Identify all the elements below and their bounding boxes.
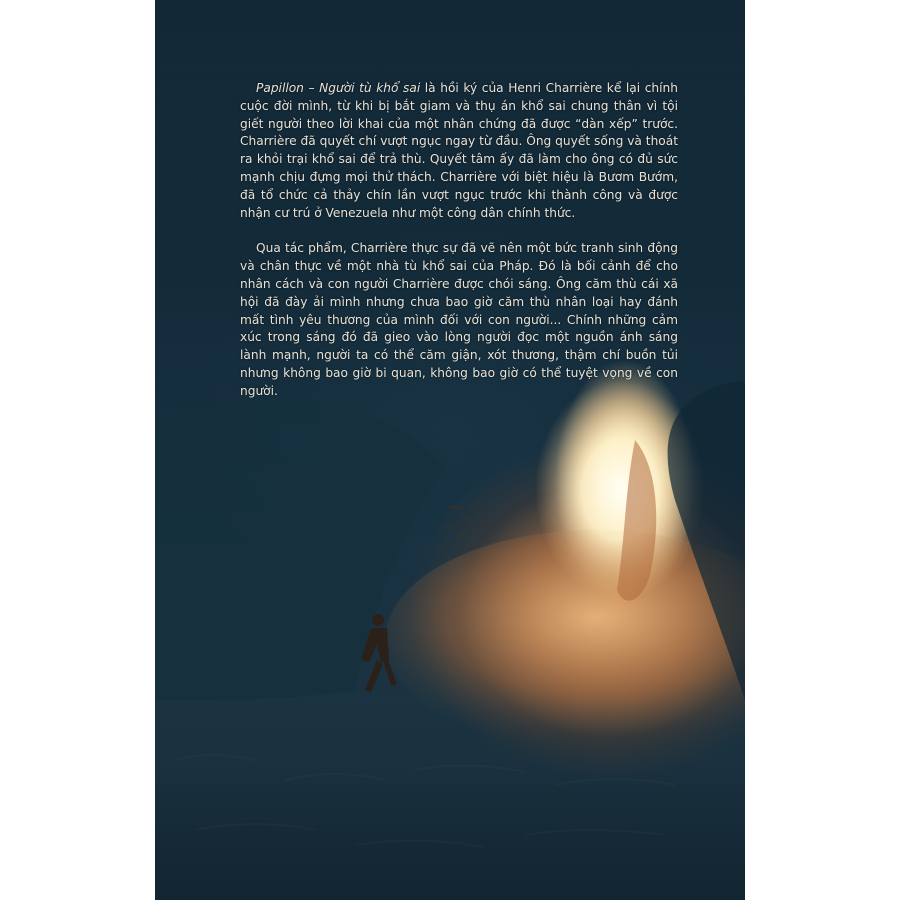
blurb-paragraph-2: Qua tác phẩm, Charrière thực sự đã vẽ nên một bức tranh sinh động và chân thực về một nhà tù khổ sai của Pháp. Đó là bối cảnh để cho nhân cách và con người Charrière được chói sáng. Ông căm thù cái xã hội đã đày ải mình nhưng chưa bao giờ căm thù nhân loại hay đánh mất tình yêu thương của mình đối với con người... Chính những cảm xúc trong sáng đó đã gieo vào lòng người đọc một nguồn ánh sáng lành mạnh, người ta có thể căm giận, xót thương, thậm chí buồn tủi nhưng không bao giờ bi quan, không bao giờ có thể tuyệt vọng về con người. bbox=[240, 241, 678, 398]
blurb-paragraph-1-text: là hồi ký của Henri Charrière kể lại chính cuộc đời mình, từ khi bị bắt giam và thụ án khổ sai chung thân vì tội giết người theo lời khai của một nhân chứng đã được “dàn xếp” trước. Charrière đã quyết chí vượt ngục ngay từ đầu. Ông quyết sống và thoát ra khỏi trại khổ sai để trả thù. Quyết tâm ấy đã làm cho ông có đủ sức mạnh chịu đựng mọi thử thách. Charrière với biệt hiệu là Bươm Bướm, đã tổ chức cả thảy chín lần vượt ngục trước khi thành công và được nhận cư trú ở Venezuela như một công dân chính thức. bbox=[240, 81, 678, 220]
blurb-paragraph-1 bbox=[240, 80, 678, 222]
book-back-cover bbox=[155, 0, 745, 900]
book-title: Papillon – Người tù khổ sai bbox=[256, 81, 421, 95]
blurb-text bbox=[240, 80, 678, 419]
